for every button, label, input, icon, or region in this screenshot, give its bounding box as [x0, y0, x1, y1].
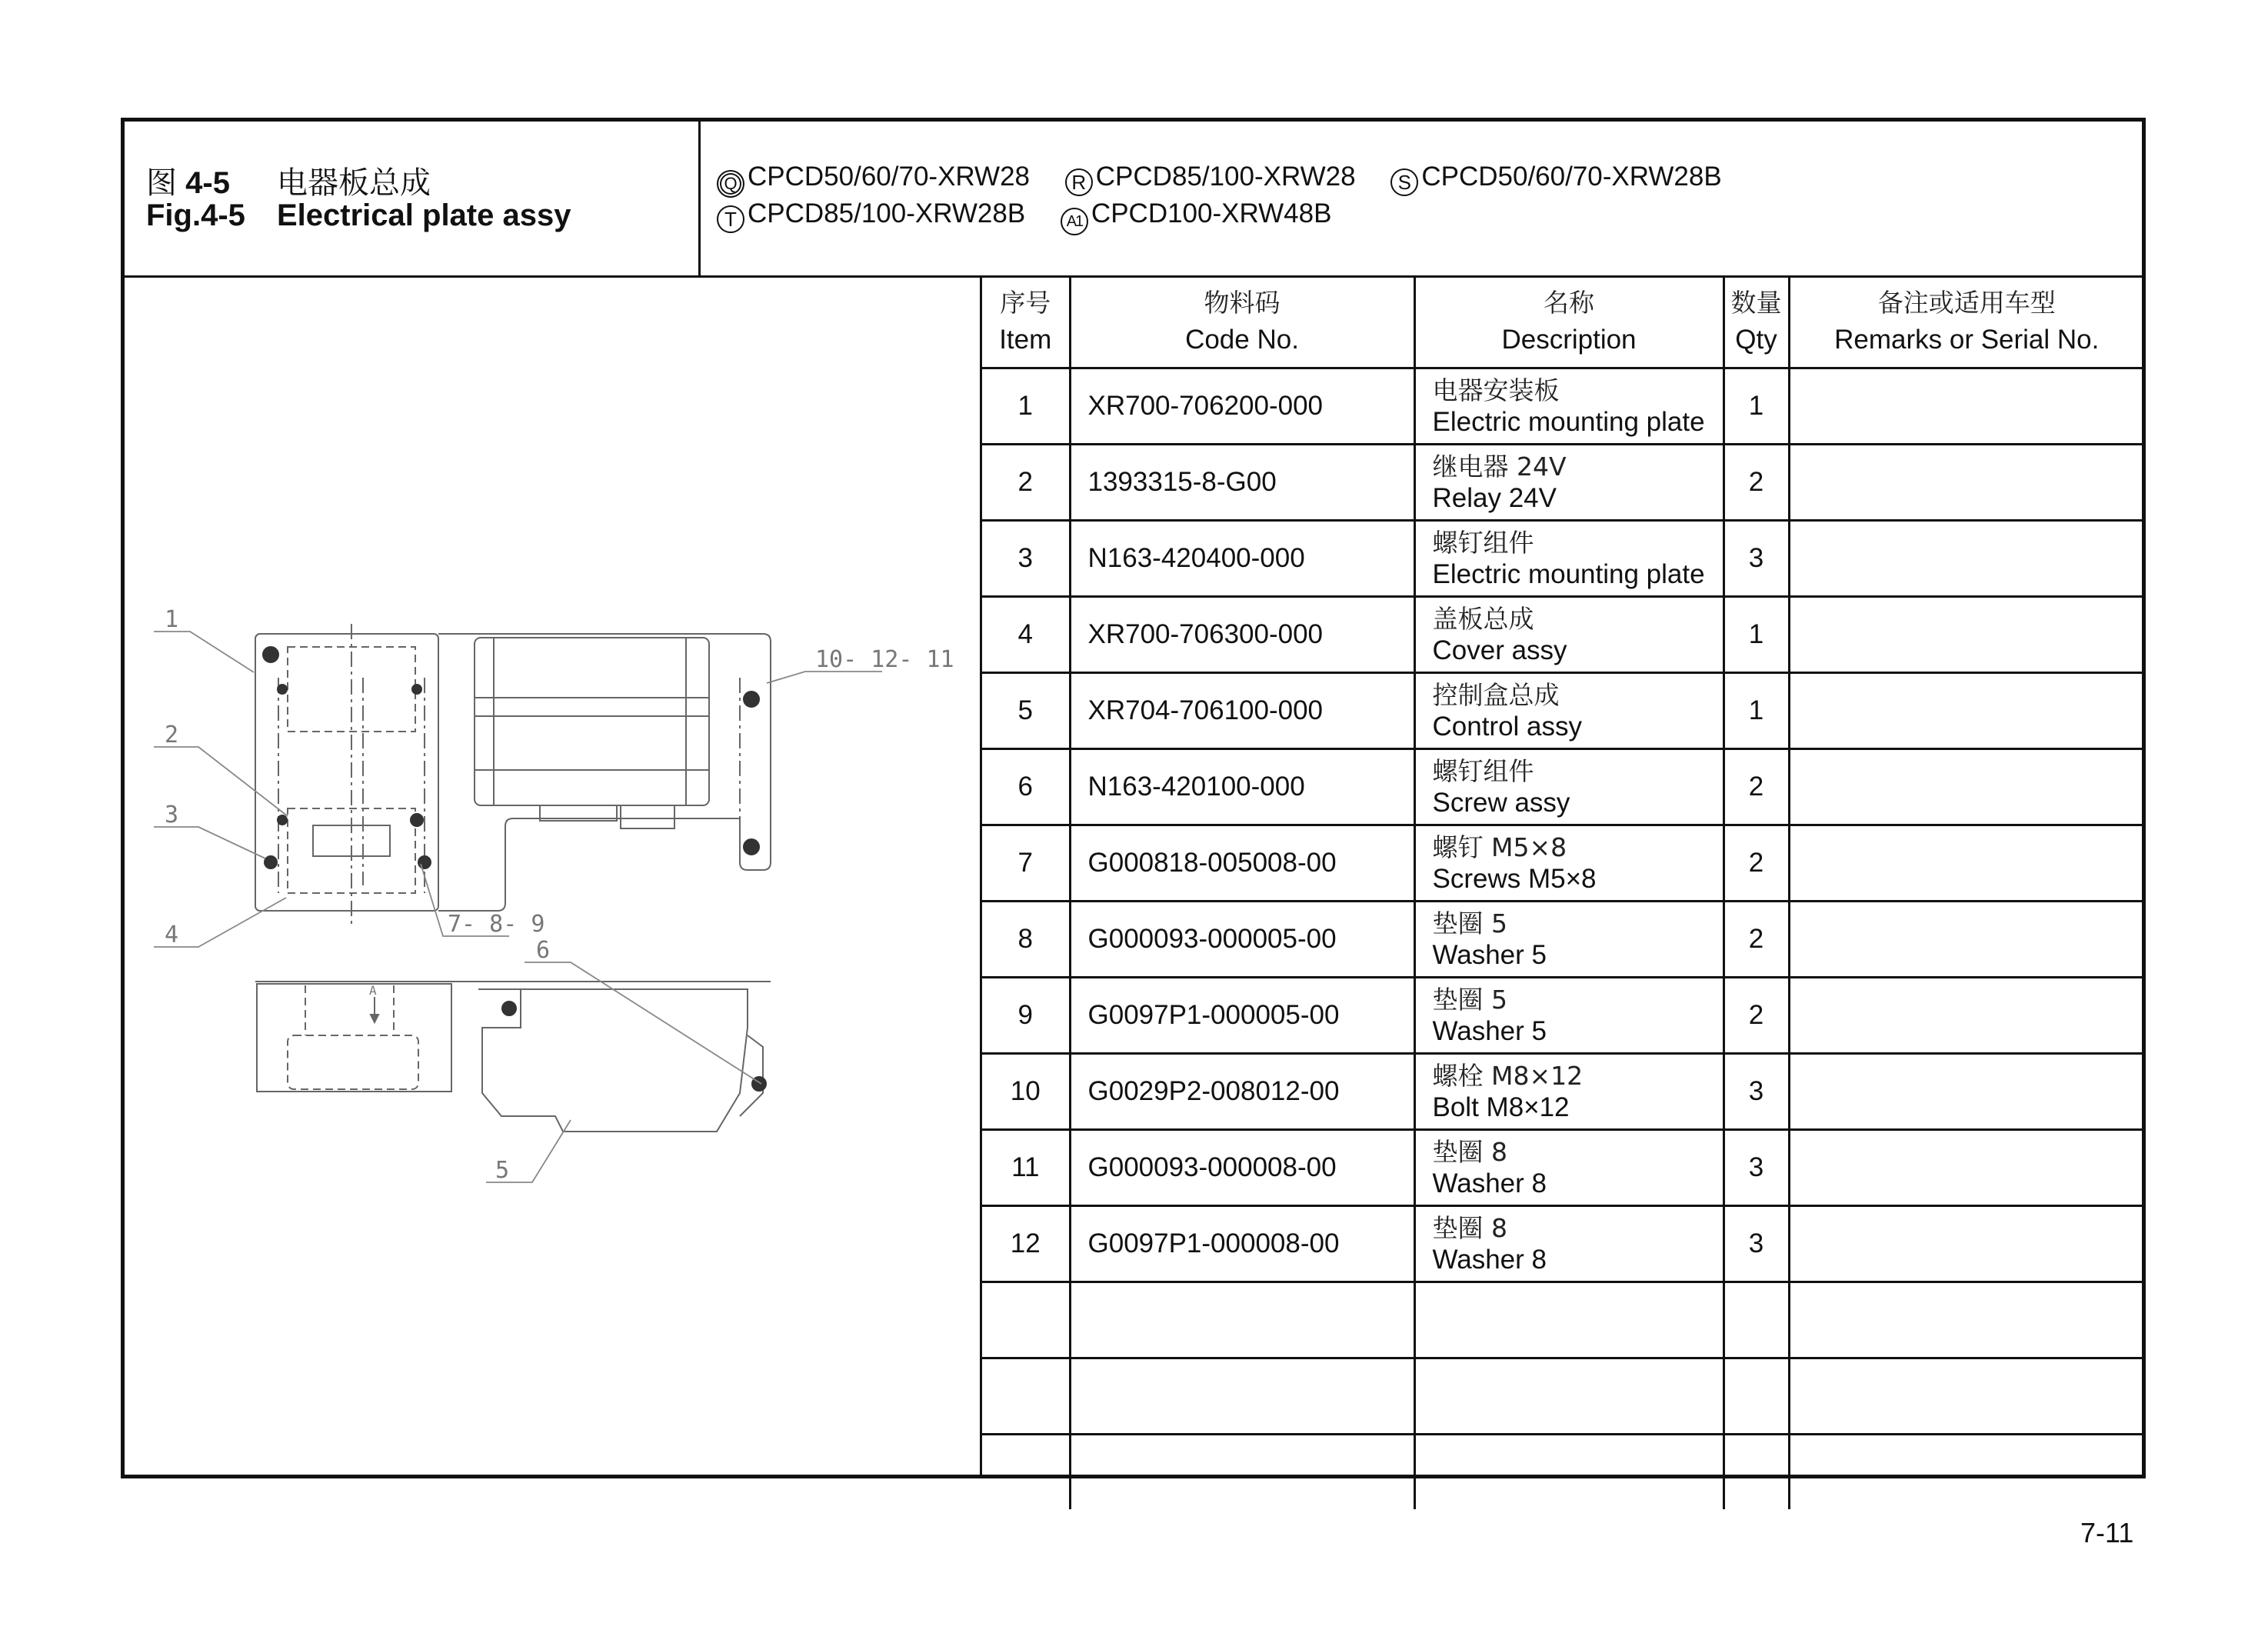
- description-en: Screw assy: [1432, 788, 1570, 818]
- model-t: [717, 198, 1025, 233]
- column-header-remarks: 备注或适用车型 Remarks or Serial No.: [1789, 275, 2143, 368]
- model-badge-q-icon: Q: [717, 170, 744, 198]
- cell-code: G000093-000008-00: [1070, 1130, 1414, 1206]
- cell-qty: 1: [1723, 368, 1789, 445]
- cell-code: [1070, 1435, 1414, 1510]
- model-name: CPCD85/100-XRW28: [1095, 162, 1356, 192]
- description-en: Washer 5: [1432, 940, 1547, 970]
- cell-code: [1070, 1358, 1414, 1435]
- callout-6: 6: [536, 937, 551, 964]
- cell-item: 5: [982, 673, 1070, 749]
- column-header-qty: 数量 Qty: [1723, 275, 1789, 368]
- model-q: [717, 162, 1030, 198]
- cell-description: [1414, 1282, 1723, 1358]
- cell-qty: 2: [1723, 749, 1789, 825]
- model-badge-t-icon: T: [717, 205, 744, 233]
- model-badge-r-icon: R: [1065, 168, 1093, 196]
- cell-item: 9: [982, 978, 1070, 1054]
- model-r: [1065, 162, 1356, 196]
- cell-remarks: [1789, 978, 2143, 1054]
- cell-description: [1414, 521, 1723, 597]
- title-cn: 电器板总成: [277, 165, 431, 201]
- cell-item: 1: [982, 368, 1070, 445]
- cell-qty: 3: [1723, 1054, 1789, 1130]
- cell-code: N163-420100-000: [1070, 749, 1414, 825]
- callout-2: 2: [165, 722, 179, 748]
- table-row: [982, 749, 2143, 825]
- description-cn: 控制盒总成: [1432, 680, 1560, 710]
- table-row: [982, 1358, 2143, 1435]
- description-cn: 螺栓 M8×12: [1432, 1061, 1584, 1091]
- callout-5: 5: [495, 1157, 510, 1184]
- table-row: [982, 673, 2143, 749]
- description-cn: 垫圈 5: [1432, 985, 1507, 1015]
- cell-code: XR704-706100-000: [1070, 673, 1414, 749]
- figure-header: [125, 122, 2142, 278]
- model-a1: [1061, 198, 1332, 235]
- cell-code: G0029P2-008012-00: [1070, 1054, 1414, 1130]
- cell-item: 8: [982, 902, 1070, 978]
- model-badge-a1-icon: A1: [1061, 208, 1088, 235]
- cell-remarks: [1789, 1206, 2143, 1282]
- table-row: [982, 1206, 2143, 1282]
- model-row-2: [717, 198, 1750, 235]
- cell-remarks: [1789, 825, 2143, 902]
- cell-qty: 3: [1723, 521, 1789, 597]
- cell-code: N163-420400-000: [1070, 521, 1414, 597]
- description-cn: 螺钉组件: [1432, 528, 1534, 558]
- description-en: Control assy: [1432, 712, 1583, 742]
- cell-code: 1393315-8-G00: [1070, 445, 1414, 521]
- cell-item: [982, 1435, 1070, 1510]
- figure-title-cn: [146, 158, 431, 202]
- cell-description: [1414, 902, 1723, 978]
- cell-item: 11: [982, 1130, 1070, 1206]
- cell-description: [1414, 1054, 1723, 1130]
- cell-qty: 1: [1723, 597, 1789, 673]
- figure-frame: [121, 118, 2146, 1478]
- cell-code: G000093-000005-00: [1070, 902, 1414, 978]
- figure-title-box: [125, 122, 701, 275]
- cell-item: [982, 1358, 1070, 1435]
- table-row: [982, 445, 2143, 521]
- cell-item: 6: [982, 749, 1070, 825]
- cell-qty: [1723, 1358, 1789, 1435]
- description-en: Screws M5×8: [1432, 864, 1597, 894]
- technical-drawing: [125, 278, 980, 1478]
- description-en: Washer 8: [1432, 1245, 1547, 1275]
- callout-1: 1: [165, 606, 179, 633]
- cell-remarks: [1789, 368, 2143, 445]
- table-row: [982, 1130, 2143, 1206]
- cell-description: [1414, 1206, 1723, 1282]
- cell-item: 12: [982, 1206, 1070, 1282]
- cell-code: XR700-706200-000: [1070, 368, 1414, 445]
- model-s: [1390, 162, 1721, 196]
- cell-qty: 3: [1723, 1206, 1789, 1282]
- table-row: [982, 597, 2143, 673]
- column-header-item: 序号 Item: [982, 275, 1070, 368]
- description-cn: 螺钉组件: [1432, 756, 1534, 786]
- cell-description: [1414, 978, 1723, 1054]
- cell-qty: 3: [1723, 1130, 1789, 1206]
- model-name: CPCD50/60/70-XRW28B: [1421, 162, 1722, 192]
- column-header-code: 物料码 Code No.: [1070, 275, 1414, 368]
- cell-description: [1414, 1130, 1723, 1206]
- description-en: Washer 5: [1432, 1016, 1547, 1046]
- description-cn: 电器安装板: [1432, 375, 1560, 405]
- model-name: CPCD85/100-XRW28B: [748, 198, 1026, 228]
- figure-title-en: [146, 198, 571, 233]
- model-name: CPCD100-XRW48B: [1091, 198, 1332, 228]
- table-row: [982, 1435, 2143, 1510]
- cell-qty: [1723, 1282, 1789, 1358]
- cell-description: [1414, 1435, 1723, 1510]
- table-row: [982, 902, 2143, 978]
- table-row: [982, 1054, 2143, 1130]
- parts-list: [982, 275, 2143, 1509]
- table-row: [982, 825, 2143, 902]
- applicable-models: [717, 162, 1750, 235]
- table-row: [982, 978, 2143, 1054]
- cell-remarks: [1789, 1130, 2143, 1206]
- description-cn: 螺钉 M5×8: [1432, 832, 1567, 862]
- title-en: Electrical plate assy: [277, 198, 571, 232]
- cell-description: [1414, 597, 1723, 673]
- description-en: Electric mounting plate: [1432, 407, 1705, 437]
- cell-item: [982, 1282, 1070, 1358]
- cell-item: 7: [982, 825, 1070, 902]
- column-header-description: 名称 Description: [1414, 275, 1723, 368]
- cell-remarks: [1789, 597, 2143, 673]
- description-en: Relay 24V: [1432, 483, 1557, 513]
- cell-description: [1414, 749, 1723, 825]
- model-row-1: [717, 162, 1750, 198]
- figure-number-cn: 4-5: [185, 166, 230, 200]
- description-cn: 垫圈 8: [1432, 1213, 1507, 1243]
- cell-item: 3: [982, 521, 1070, 597]
- cell-remarks: [1789, 1282, 2143, 1358]
- callout-10-12-11: 10- 12- 11: [815, 646, 954, 673]
- cell-remarks: [1789, 749, 2143, 825]
- cell-remarks: [1789, 445, 2143, 521]
- description-en: Bolt M8×12: [1432, 1092, 1570, 1122]
- cell-qty: 2: [1723, 902, 1789, 978]
- description-cn: 盖板总成: [1432, 604, 1534, 634]
- figure-number-en: Fig.4-5: [146, 198, 245, 232]
- cell-remarks: [1789, 1358, 2143, 1435]
- cell-remarks: [1789, 1054, 2143, 1130]
- cell-code: [1070, 1282, 1414, 1358]
- cell-description: [1414, 673, 1723, 749]
- cell-code: G0097P1-000005-00: [1070, 978, 1414, 1054]
- cell-qty: 2: [1723, 445, 1789, 521]
- description-en: Cover assy: [1432, 635, 1567, 665]
- table-row: [982, 368, 2143, 445]
- cell-description: [1414, 368, 1723, 445]
- parts-table: [980, 275, 2143, 1476]
- cell-item: 4: [982, 597, 1070, 673]
- model-name: CPCD50/60/70-XRW28: [748, 162, 1031, 192]
- description-en: Electric mounting plate: [1432, 559, 1705, 589]
- model-badge-s-icon: S: [1390, 168, 1418, 196]
- cell-item: 2: [982, 445, 1070, 521]
- cell-description: [1414, 825, 1723, 902]
- cell-code: XR700-706300-000: [1070, 597, 1414, 673]
- cell-qty: [1723, 1435, 1789, 1510]
- cell-remarks: [1789, 902, 2143, 978]
- cell-qty: 2: [1723, 825, 1789, 902]
- cell-code: G000818-005008-00: [1070, 825, 1414, 902]
- table-row: [982, 521, 2143, 597]
- description-cn: 垫圈 5: [1432, 908, 1507, 938]
- electrical-plate-drawing-icon: [125, 278, 980, 1478]
- cell-qty: 1: [1723, 673, 1789, 749]
- view-marker-a: A: [369, 983, 377, 998]
- table-row: [982, 1282, 2143, 1358]
- cell-qty: 2: [1723, 978, 1789, 1054]
- table-header-row: [982, 275, 2143, 368]
- cell-remarks: [1789, 1435, 2143, 1510]
- callout-7-8-9: 7- 8- 9: [448, 911, 545, 938]
- cell-remarks: [1789, 673, 2143, 749]
- description-cn: 继电器 24V: [1432, 452, 1567, 482]
- description-cn: 垫圈 8: [1432, 1137, 1507, 1167]
- cell-description: [1414, 1358, 1723, 1435]
- cell-code: G0097P1-000008-00: [1070, 1206, 1414, 1282]
- callout-3: 3: [165, 802, 179, 828]
- cell-description: [1414, 445, 1723, 521]
- cell-remarks: [1789, 521, 2143, 597]
- cell-item: 10: [982, 1054, 1070, 1130]
- description-en: Washer 8: [1432, 1168, 1547, 1198]
- figure-prefix-cn: 图: [146, 165, 177, 201]
- callout-4: 4: [165, 922, 179, 948]
- page-number: 7-11: [2080, 1517, 2134, 1548]
